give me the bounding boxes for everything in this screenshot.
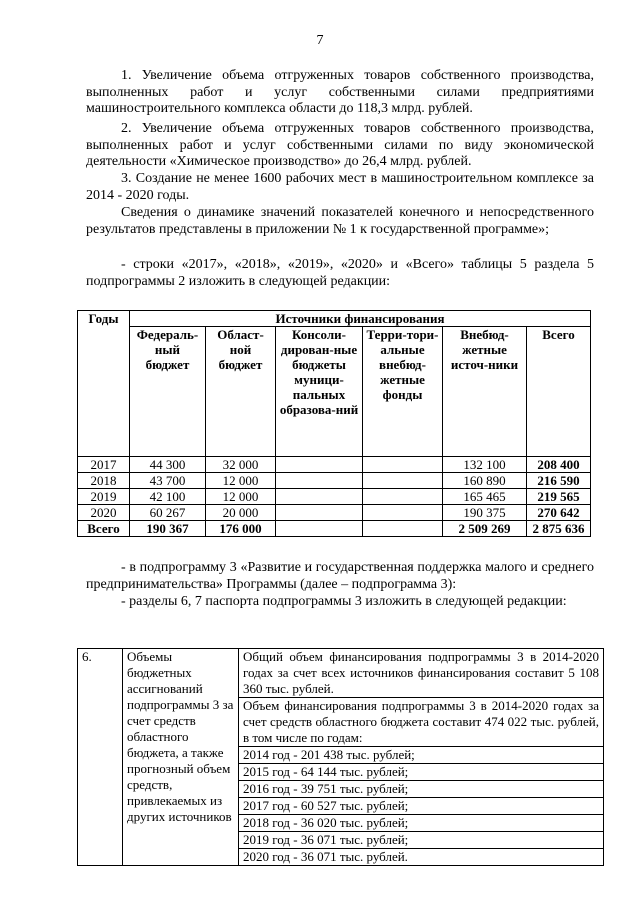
table-row — [78, 473, 591, 489]
header-regional: Област-ной бюджет — [206, 327, 276, 457]
cell-federal: 60 267 — [130, 505, 206, 521]
passport-total-text: Общий объем финансирования подпрограммы 3 в 2014-2020 годах за счет всех источников финансирования составит 5 108 360 тыс. рублей. — [239, 649, 603, 698]
cell-extrabudget: 165 465 — [443, 489, 527, 505]
passport-year-line: 2016 год - 39 751 тыс. рублей; — [239, 781, 603, 798]
paragraph-2: 2. Увеличение объема отгруженных товаров собственного производства, выполненных работ и услуг собственными силами по виду экономической деятельности «Химическое производство» до 26,4 млрд. рублей. — [86, 121, 594, 169]
cell-municipal — [276, 505, 363, 521]
paragraph-7: - разделы 6, 7 паспорта подпрограммы 3 изложить в следующей редакции: — [121, 594, 567, 609]
cell-territorial — [363, 457, 443, 473]
passport-label: Объемы бюджетных ассигнований подпрограммы 3 за счет средств областного бюджета, а также прогнозный объем средств, привлекаемых из других источников — [123, 649, 239, 866]
cell-total: 216 590 — [527, 473, 591, 489]
cell-municipal — [276, 489, 363, 505]
header-sources: Источники финансирования — [130, 311, 591, 327]
cell-municipal — [276, 521, 363, 537]
cell-total: 208 400 — [527, 457, 591, 473]
cell-year: 2017 — [78, 457, 130, 473]
cell-federal: 190 367 — [130, 521, 206, 537]
paragraph-3: 3. Создание не менее 1600 рабочих мест в машиностроительном комплексе за 2014 - 2020 годы. — [86, 171, 594, 203]
cell-total: 2 875 636 — [527, 521, 591, 537]
paragraph-4: Сведения о динамике значений показателей конечного и непосредственного результатов представлены в приложении № 1 к государственной программе»; — [86, 205, 594, 237]
cell-year: Всего — [78, 521, 130, 537]
cell-regional: 12 000 — [206, 489, 276, 505]
cell-regional: 32 000 — [206, 457, 276, 473]
cell-extrabudget: 160 890 — [443, 473, 527, 489]
header-municipal: Консоли-дирован-ные бюджеты муници-пальных образова-ний — [276, 327, 363, 457]
cell-regional: 12 000 — [206, 473, 276, 489]
table-row — [78, 489, 591, 505]
passport-year-line: 2020 год - 36 071 тыс. рублей. — [243, 849, 408, 864]
passport-year-line: 2015 год - 64 144 тыс. рублей; — [239, 764, 603, 781]
header-territorial: Терри-тори-альные внебюд-жетные фонды — [363, 327, 443, 457]
cell-territorial — [363, 521, 443, 537]
passport-year-line: 2018 год - 36 020 тыс. рублей; — [239, 815, 603, 832]
cell-municipal — [276, 457, 363, 473]
cell-municipal — [276, 473, 363, 489]
table-row — [78, 457, 591, 473]
cell-territorial — [363, 505, 443, 521]
passport-regional-text: Объем финансирования подпрограммы 3 в 2014-2020 годах за счет средств областного бюджета составит 474 022 тыс. рублей, в том числе по годам: — [239, 698, 603, 747]
cell-federal: 43 700 — [130, 473, 206, 489]
cell-year: 2019 — [78, 489, 130, 505]
cell-federal: 44 300 — [130, 457, 206, 473]
cell-regional: 176 000 — [206, 521, 276, 537]
page-number: 7 — [316, 33, 324, 48]
header-total: Всего — [527, 327, 591, 457]
header-years: Годы — [78, 311, 130, 457]
cell-year: 2020 — [78, 505, 130, 521]
passport-year-line: 2019 год - 36 071 тыс. рублей; — [239, 832, 603, 849]
paragraph-5: - строки «2017», «2018», «2019», «2020» и «Всего» таблицы 5 раздела 5 подпрограммы 2 изложить в следующей редакции: — [86, 257, 594, 289]
passport-content — [239, 649, 604, 866]
header-federal: Федераль-ный бюджет — [130, 327, 206, 457]
cell-regional: 20 000 — [206, 505, 276, 521]
table-row-total — [78, 521, 591, 537]
cell-year: 2018 — [78, 473, 130, 489]
cell-territorial — [363, 489, 443, 505]
cell-extrabudget: 190 375 — [443, 505, 527, 521]
cell-extrabudget: 2 509 269 — [443, 521, 527, 537]
paragraph-1: 1. Увеличение объема отгруженных товаров собственного производства, выполненных работ и услуг собственными силами предприятиями машиностроительного комплекса области до 118,3 млрд. рублей. — [86, 68, 594, 116]
cell-extrabudget: 132 100 — [443, 457, 527, 473]
passport-row-number: 6. — [78, 649, 123, 866]
cell-federal: 42 100 — [130, 489, 206, 505]
passport-table — [77, 648, 604, 866]
paragraph-6: - в подпрограмму 3 «Развитие и государственная поддержка малого и среднего предпринимательства» Программы (далее – подпрограмма 3): — [86, 560, 594, 592]
cell-total: 270 642 — [527, 505, 591, 521]
passport-year-line: 2017 год - 60 527 тыс. рублей; — [239, 798, 603, 815]
cell-territorial — [363, 473, 443, 489]
table-row — [78, 505, 591, 521]
passport-year-line: 2014 год - 201 438 тыс. рублей; — [239, 747, 603, 764]
header-extrabudget: Внебюд-жетные источ-ники — [443, 327, 527, 457]
cell-total: 219 565 — [527, 489, 591, 505]
financing-table — [77, 310, 591, 537]
